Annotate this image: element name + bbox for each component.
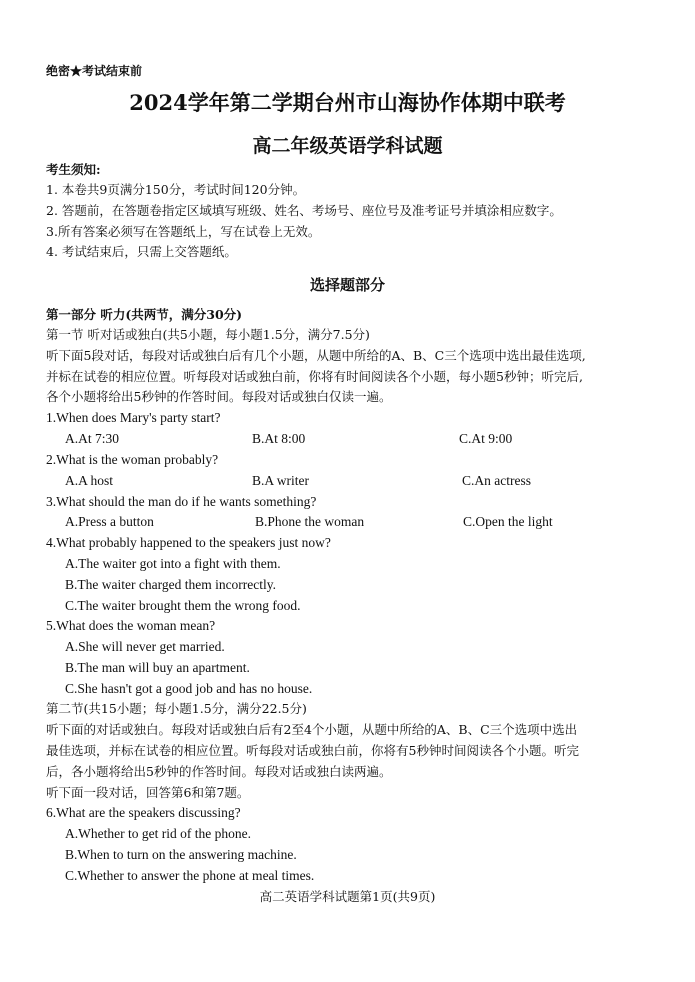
exam-title: 2024学年第二学期台州市山海协作体期中联考 xyxy=(129,90,566,115)
option-b: B.The waiter charged them incorrectly. xyxy=(65,577,277,592)
option-c: C.Open the light xyxy=(463,514,553,529)
instruction-line: 听下面的对话或独白。每段对话或独白后有2至4个小题，从题中所给的A、B、C三个选项中选出 xyxy=(46,722,578,737)
subsection-heading: 第一节 听对话或独白(共5小题，每小题1.5分，满分7.5分) xyxy=(46,327,370,342)
notice-item: 3.所有答案必须写在答题纸上，写在试卷上无效。 xyxy=(46,224,321,239)
option-a: A.The waiter got into a fight with them. xyxy=(65,556,281,571)
instruction-line: 后，各小题将给出5秒钟的作答时间。每段对话或独白读两遍。 xyxy=(46,764,392,779)
option-b: B.The man will buy an apartment. xyxy=(65,660,250,675)
question-4: 4.What probably happened to the speakers just now? xyxy=(46,535,331,550)
option-a: A.Whether to get rid of the phone. xyxy=(65,826,251,841)
option-c: C.An actress xyxy=(462,473,531,488)
question-2: 2.What is the woman probably? xyxy=(46,452,219,467)
instruction-line: 听下面5段对话，每段对话或独白后有几个小题，从题中所给的A、B、C三个选项中选出最佳选项, xyxy=(46,348,586,363)
option-a: A.Press a button xyxy=(65,514,154,529)
option-b: B.Phone the woman xyxy=(255,514,365,529)
question-3: 3.What should the man do if he wants something? xyxy=(46,494,317,509)
exam-subtitle: 高二年级英语学科试题 xyxy=(252,135,443,157)
part-heading: 第一部分 听力(共两节，满分30分) xyxy=(46,307,243,322)
notice-item: 2. 答题前，在答题卷指定区域填写班级、姓名、考场号、座位号及准考证号并填涂相应数字。 xyxy=(46,203,562,218)
option-b: B.When to turn on the answering machine. xyxy=(65,847,297,862)
instruction-line: 各个小题将给出5秒钟的作答时间。每段对话或独白仅读一遍。 xyxy=(46,389,392,404)
subsection-heading: 第二节(共15小题；每小题1.5分，满分22.5分) xyxy=(46,701,307,716)
instruction-line: 并标在试卷的相应位置。听每段对话或独白前，你将有时间阅读各个小题，每小题5秒钟；听完后, xyxy=(46,369,583,384)
instruction-line: 最佳选项，并标在试卷的相应位置。听每段对话或独白前，你将有5秒钟时间阅读各个小题。听完 xyxy=(46,743,579,758)
question-6: 6.What are the speakers discussing? xyxy=(46,805,241,820)
notice-heading: 考生须知: xyxy=(46,162,101,177)
option-c: C.At 9:00 xyxy=(459,431,513,446)
option-a: A.A host xyxy=(65,473,114,488)
option-b: B.A writer xyxy=(252,473,309,488)
question-1: 1.When does Mary's party start? xyxy=(46,410,221,425)
option-c: C.Whether to answer the phone at meal times. xyxy=(65,868,315,883)
notice-item: 1. 本卷共9页满分150分，考试时间120分钟。 xyxy=(46,182,306,197)
notice-item: 4. 考试结束后，只需上交答题纸。 xyxy=(46,244,237,259)
option-b: B.At 8:00 xyxy=(252,431,306,446)
section-heading: 选择题部分 xyxy=(309,276,385,294)
option-c: C.She hasn't got a good job and has no house. xyxy=(65,681,313,696)
option-a: A.She will never get married. xyxy=(65,639,225,654)
option-c: C.The waiter brought them the wrong food. xyxy=(65,598,301,613)
confidential-label: 绝密★考试结束前 xyxy=(46,64,143,78)
page-footer: 高二英语学科试题第1页(共9页) xyxy=(259,889,436,904)
instruction-line: 听下面一段对话，回答第6和第7题。 xyxy=(46,785,250,800)
question-5: 5.What does the woman mean? xyxy=(46,618,216,633)
option-a: A.At 7:30 xyxy=(65,431,119,446)
